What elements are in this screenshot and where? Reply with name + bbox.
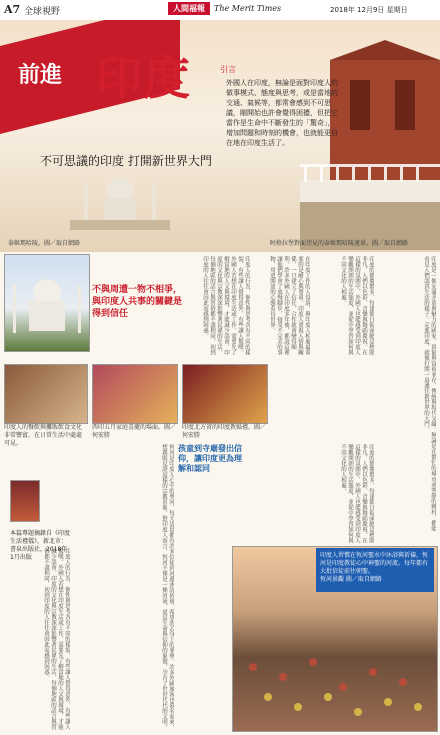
- page-number: A7: [4, 3, 21, 16]
- pull-quote: 不與周遭一物不相爭，與印度人共事的關鍵是得到信任: [92, 285, 183, 319]
- hero-banner: [0, 20, 440, 252]
- wedding-photo: [182, 364, 268, 424]
- main-title-prefix: 前進: [18, 63, 63, 88]
- family-celebration-photo: [92, 364, 178, 424]
- article-column-b: 在印度工作的人常說，與印度人相處最重要的是耐心與尊重。印度人重視人情與關係，一旦建立了信任，合作就會變得順利。許多外國人在印度多年後，都說這裡讓他們學會了放慢腳步，接受不完美的事物，用更開放的心態看待世界。: [269, 256, 310, 355]
- newspaper-logo: 人間福報: [168, 2, 210, 15]
- taj-mahal-illustration: [70, 160, 170, 230]
- article-column-e: 恆河是印度人心中的聖河，每天清晨都有許多信徒到河邊沐浴祈禱，希望洗去身上的罪孽。許多外國旅客也慕名而來，想親眼見證這樣的宗教景象。對印度人而言，恆河不僅是一條河流，更是生命與信仰的象徵，孕育了世世代代的文明。: [161, 444, 174, 730]
- page-header: [0, 0, 440, 21]
- highlight-heading: 孩童到寺廟發出信仰，讓印度更為理解和認同: [178, 444, 242, 473]
- newspaper-english-name: The Merit Times: [214, 4, 282, 13]
- intro-text: 外國人在印度，無論是面對印度人的做事模式、態度與思考，或是當地的交通、氣候等，都常會感到不可思議，剛開始也許會覺得困擾，但把它當作是生命中不斷發生的「驚奇」，增加問題和時刻的機會，也就能更自在地在印度生活了。: [226, 79, 338, 147]
- wedding-caption: 印度北方省的印度教婚禮。圖／何宏勝: [182, 424, 267, 439]
- section-name: 全球視野: [24, 7, 61, 17]
- ganges-caption-credit: 恆河景觀 圖／取自網路: [320, 576, 382, 583]
- article-column-c: 印度的節慶繁多，每逢節日街頭總是熱鬧非凡，人們以色彩、音樂與舞蹈慶祝。在這樣的氛圍中，外國人也能感受到印度人樂觀開朗的生活態度，並從中學習如何與不同文化的人相處。: [340, 256, 374, 355]
- ganges-caption-text: 印度人習慣在恆河聖水中沐浴與祈禱，恆河是印度教徒心中神聖的河流。每年都有大批信徒前往朝聖。: [320, 552, 429, 575]
- intro-tag: 引言: [220, 65, 236, 74]
- ganges-caption: [316, 548, 434, 592]
- book-cover: [10, 480, 40, 522]
- article-column-a: 印度人的行為、個性與思考各有不同的樣貌，有些讓人覺得意外，有些讓人驚嘆。外國人若想在印度生活或工作，需要先了解當地的人文與環境，才能減少誤會。印度的文化與宗教深深影響著民眾的生活，每個地區的語言與習俗都不盡相同，初到印度的人往往會因此而感到困惑。: [202, 256, 250, 355]
- article-column-g: 印度人的行為、個性與思考各有不同的樣貌，有些讓人覺得意外，有些讓人驚嘆。外國人若想在印度生活或工作，需要先了解當地的人文與環境，才能減少誤會。印度的文化與宗教深深影響著民眾的生活，每個地區的語言與習俗都不盡相同，初到印度的人往往會因此而感到困惑。: [43, 548, 70, 730]
- article-column-f: 印度的節慶繁多，每逢節日街頭總是熱鬧非凡，人們以色彩、音樂與舞蹈慶祝。在這樣的氛圍中，外國人也能感受到印度人樂觀開朗的生活態度，並從中學習如何與不同文化的人相處。: [340, 444, 374, 543]
- street-food-photo: [4, 364, 88, 424]
- family-celebration-caption: 西印五月家庭喜慶的場面。圖／何宏勝: [92, 424, 177, 439]
- book-caption: 本篇專題摘錄自《印度生活禮儀》，新北市：書泉出版社，2018年1月出版: [10, 530, 71, 561]
- hero-caption-left: 泰姬瑪哈陵。圖／取自網路: [8, 240, 81, 247]
- hero-caption-right: 阿格拉堡對面望見的泰姬瑪哈陵遠景。圖／取自網路: [270, 240, 409, 247]
- main-title: 印度: [96, 51, 192, 105]
- street-food-caption: 印度人的餐飲與攤販飲食文化非常豐富，在日常生活中處處可見。: [4, 424, 83, 447]
- article-column-d: 印度是一個充滿矛盾與魅力的國家，貧窮與富裕並存，傳統與現代交織。無論是在繁忙的城市或寧靜的鄉村，都能看見人們認真生活的樣子。走進印度，就像打開一扇通往新世界的大門。: [423, 256, 436, 531]
- taj-mahal-photo: [4, 254, 90, 352]
- subtitle: 不可思議的印度 打開新世界大門: [40, 154, 212, 168]
- issue-date: 2018年 12月9日 星期日: [330, 6, 408, 14]
